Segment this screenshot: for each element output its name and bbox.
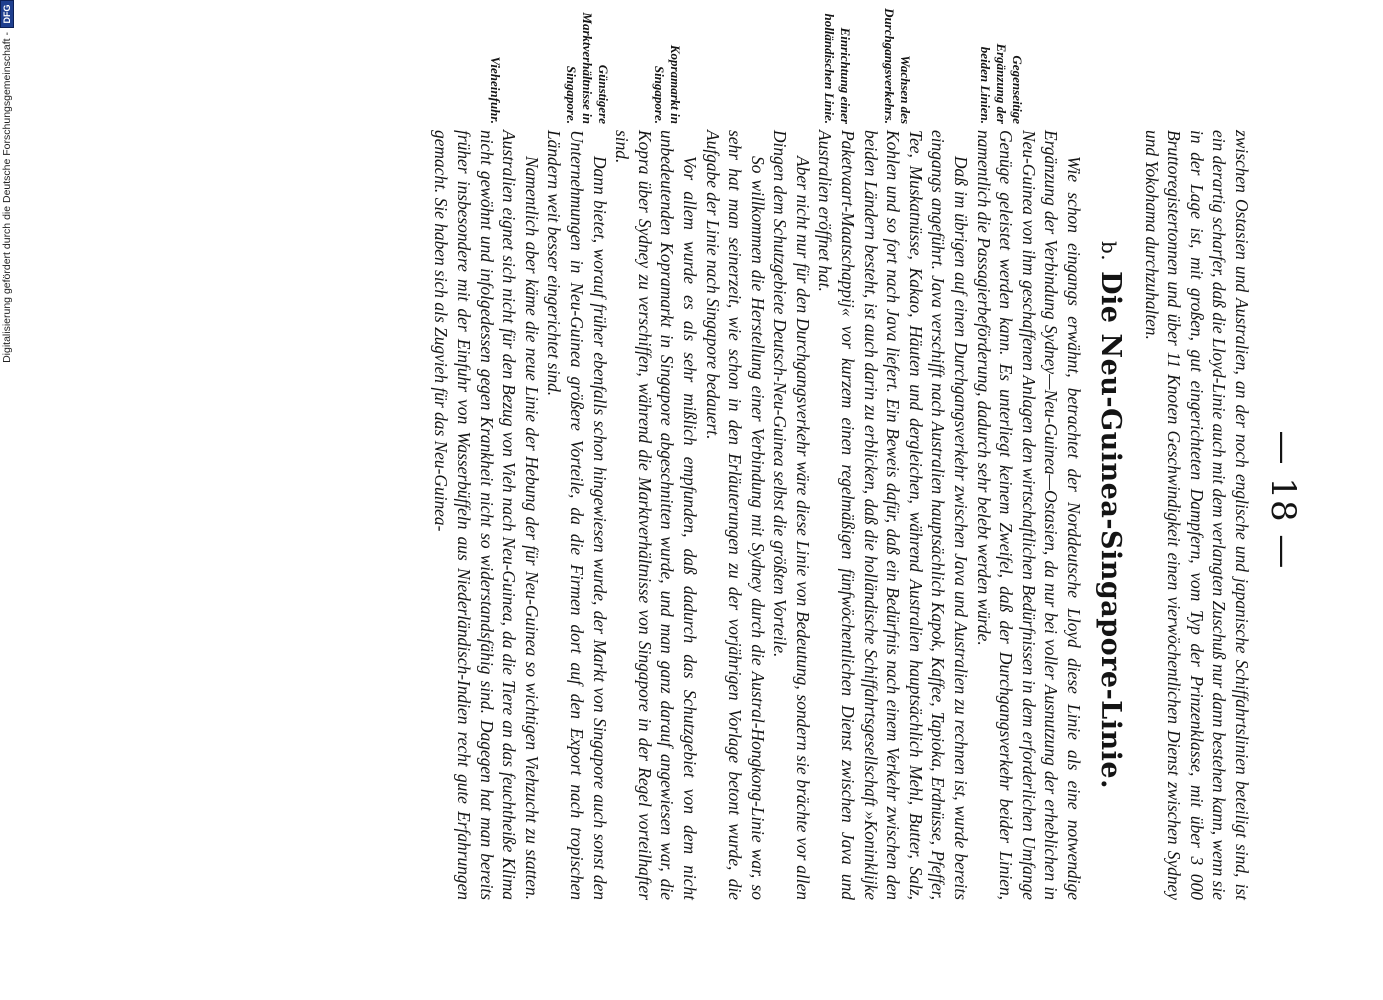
paragraph: zwischen Ostasien und Australien, an der noch englische und japanische Schiffahrtslinien beteiligt sind, ist ein derartig scharfer, daß die Lloyd-Linie auch mit dem verlangten Zuschuß nur dann bestehen kann, wenn sie in der Lage ist, mit großen, gut eingerichteten Dampfern, vom Typ der Prinzenklasse, mit über 3 000 Bruttoregistertonnen und über 11 Knoten Geschwindigkeit einen vierwöchentlichen Dienst zwischen Sydney und Yokohama durchzuhalten. [1141,130,1252,900]
paragraph: Vor allem wurde es als sehr mißlich empfunden, daß dadurch das Schutzgebiet von dem nicht unbedeutenden Kopramarkt in Singapore abgeschnitten wurde, und man ganz darauf angewiesen war, die Kopra über Sydney zu verschiffen, während die Marktverhältnisse von Singapore in der Regel vorteilhafter sind. [612,130,700,900]
paragraph: Aber nicht nur für den Durchgangsverkehr wäre diese Linie von Bedeutung, sondern sie brächte vor allen Dingen dem Schutzgebiete Deutsch-Neu-Guinea selbst die größten Vorteile. [770,130,813,900]
section-number: b. [1097,240,1122,262]
paragraph: Wie schon eingangs erwähnt, betrachtet der Norddeutsche Lloyd diese Linie als eine notwendige Ergänzung der Verbindung Sydney—Neu-Guinea—Ostasien, da nur bei voller Ausnutzung der erheblichen in Neu-Guinea von ihm geschaffenen Anlagen den wirtschaftlichen Bedürfnissen in dem erforderlichen Umfange Genüge geleistet werden kann. Es unterliegt keinem Zweifel, daß der Durchgangsverkehr beider Linien, namentlich die Passagierbeförderung, dadurch sehr belebt werden würde. [973,130,1085,900]
margin-note: Gegenseitige Ergänzung der beiden Linien. [978,43,1025,124]
margin-note: Vieheinfuhr. [488,56,503,124]
paragraph: Dann bietet, worauf früher ebenfalls schon hingewiesen wurde, der Markt von Singapore auch sonst den Unternehmungen in Neu-Guinea größere Vorteile, da die Firmen dort auf den Export nach tropischen Ländern weit besser eingerichtet sind. [544,130,610,900]
footer-text: Digitalisierung gefördert durch die Deutsche Forschungsgemeinschaft - [1,32,13,363]
paragraph: Namentlich aber käme die neue Linie der Hebung der für Neu-Guinea so wichtigen Viehzucht zu statten. Australien eignet sich nicht für den Bezug von Vieh nach Neu-Guinea, da die Tiere an das feuchtheiße Klima nicht gewöhnt und infolgedessen gegen Krankheit nicht so widerstandsfähig sind. Dagegen hat man bereits früher insbesondere mit der Einfuhr von Wasserbüffeln aus Niederländisch-Indien recht gute Erfahrungen gemacht. Sie haben sich als Zugvieh für das Neu-Guinea- [431,130,542,900]
section-heading [1095,130,1126,900]
dfg-logo-icon: DFG [0,0,14,28]
digitization-footer [0,0,14,1000]
margin-note: Günstigere Marktverhältnisse in Singapore. [564,12,611,124]
margin-note: Wachsen des Durchgangsverkehrs. [882,8,913,124]
section-title: Die Neu-Guinea-Singapore-Linie. [1095,271,1127,790]
page-body [430,130,1253,900]
paragraph: Daß im übrigen auf einen Durchgangsverkehr zwischen Java und Australien zu rechnen ist, wurde bereits eingangs angeführt. Java verschifft nach Australien hauptsächlich Kapok, Kaffee, Tapioka, Erdnüsse, Pfeffer, Tee, Muskatnüsse, Kakao, Häuten und dergleichen, während Australien hauptsächlich Mehl, Butter, Salz, Kohlen und so fort nach Java liefert. Ein Beweis dafür, daß ein Bedürfnis nach einem Verkehr zwischen den beiden Ländern besteht, ist auch darin zu erblicken, daß die holländische Schiffahrtsgesellschaft »Koninklijke Paketvaart-Maatschappij« vor kurzem einen regelmäßigen fünfwöchentlichen Dienst zwischen Java und Australien eröffnet hat. [815,130,972,900]
paragraph: So willkommen die Herstellung einer Verbindung mit Sydney durch die Austral-Hongkong-Linie war, so sehr hat man seinerzeit, wie schon in den Erläuterungen zu der vorjährigen Vorlage betont wurde, die Aufgabe der Linie nach Singapore bedauert. [702,130,768,900]
margin-note: Kopramarkt in Singapore. [652,44,683,124]
margin-note: Einrichtung einer holländischen Linie. [822,13,853,124]
page-number: — 18 — [1263,430,1303,570]
